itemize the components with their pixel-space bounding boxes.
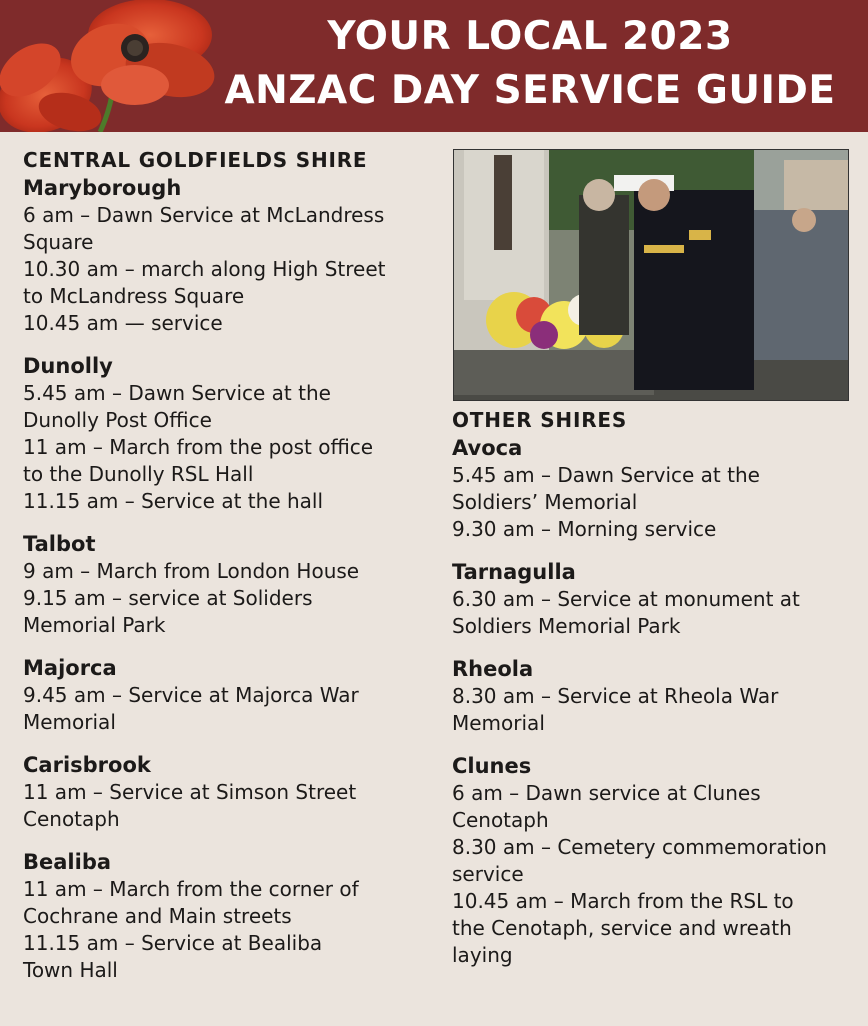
town-block [452, 434, 868, 543]
service-entry: 10.30 am – march along High Street to McLandress Square [23, 257, 386, 308]
wreath-laying-ceremony-photo [453, 149, 849, 401]
town-block [23, 654, 433, 736]
town-name: Rheola [452, 657, 534, 681]
page-title-line2: ANZAC DAY SERVICE GUIDE [224, 68, 836, 113]
section-heading: OTHER SHIRES [452, 408, 628, 432]
town-block [23, 530, 433, 639]
service-entry: 6 am – Dawn service at Clunes Cenotaph [452, 781, 761, 832]
service-entry: 8.30 am – Service at Rheola War Memorial [452, 684, 779, 735]
service-entry: 9.30 am – Morning service [452, 517, 717, 541]
poppy-icon [0, 0, 230, 132]
service-entry: 9.15 am – service at Soliders Memorial Park [23, 586, 313, 637]
service-entry: 11.15 am – Service at the hall [23, 489, 324, 513]
service-entry: 10.45 am — service [23, 311, 223, 335]
service-entry: 8.30 am – Cemetery commemoration service [452, 835, 827, 886]
town-block [452, 655, 868, 737]
service-entry: 11 am – Service at Simson Street Cenotaph [23, 780, 357, 831]
other-shires-section [452, 406, 868, 969]
service-entry: 9 am – March from London House [23, 559, 360, 583]
town-name: Carisbrook [23, 753, 151, 777]
town-name: Majorca [23, 656, 117, 680]
service-entry: 5.45 am – Dawn Service at the Dunolly Post Office [23, 381, 331, 432]
town-block [452, 558, 868, 640]
central-goldfields-section [23, 146, 433, 984]
town-block [23, 352, 433, 515]
service-entry: 6 am – Dawn Service at McLandress Square [23, 203, 385, 254]
service-entry: 5.45 am – Dawn Service at the Soldiers’ Memorial [452, 463, 760, 514]
town-name: Avoca [452, 436, 523, 460]
service-entry: 11 am – March from the corner of Cochrane and Main streets [23, 877, 359, 928]
town-name: Maryborough [23, 176, 182, 200]
town-block [23, 751, 433, 833]
service-entry: 11 am – March from the post office to the Dunolly RSL Hall [23, 435, 374, 486]
section-heading: CENTRAL GOLDFIELDS SHIRE [23, 148, 368, 172]
town-block [452, 752, 868, 969]
service-entry: 10.45 am – March from the RSL to the Cenotaph, service and wreath laying [452, 889, 794, 967]
town-name: Tarnagulla [452, 560, 576, 584]
service-entry: 11.15 am – Service at Bealiba Town Hall [23, 931, 323, 982]
town-name: Talbot [23, 532, 96, 556]
town-name: Dunolly [23, 354, 113, 378]
town-name: Clunes [452, 754, 532, 778]
header-banner [0, 0, 868, 132]
service-entry: 9.45 am – Service at Majorca War Memorial [23, 683, 359, 734]
town-block [23, 174, 433, 337]
service-entry: 6.30 am – Service at monument at Soldiers Memorial Park [452, 587, 800, 638]
page-title-line1: YOUR LOCAL 2023 [327, 14, 733, 59]
town-block [23, 848, 433, 984]
town-name: Bealiba [23, 850, 112, 874]
